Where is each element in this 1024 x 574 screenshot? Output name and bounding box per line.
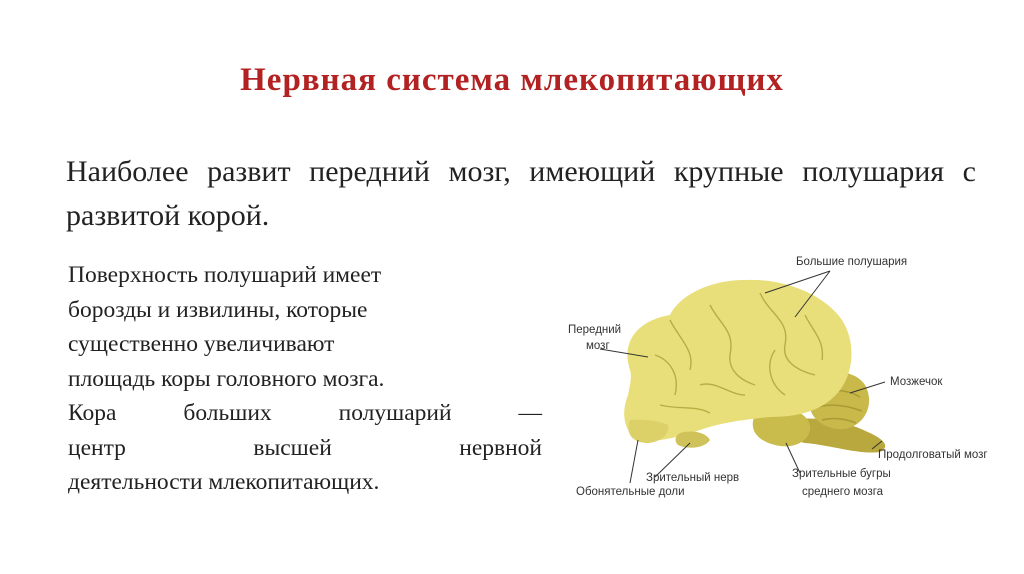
label-forebrain-1: Передний	[568, 324, 622, 336]
label-optic-nerve: Зрительный нерв	[646, 472, 740, 484]
body-line-1: Поверхность полушарий имеет	[68, 262, 382, 288]
lead-paragraph	[66, 150, 976, 238]
label-forebrain-2: мозг	[586, 340, 610, 352]
body-line-2: борозды и извилины, которые	[68, 296, 368, 323]
body-line-4: площадь коры головного мозга.	[68, 365, 385, 392]
lead-text: Наиболее развит передний мозг, имеющий крупные полушария с развитой корой.	[66, 155, 976, 232]
body-line-5: Кора больших полушарий —	[68, 400, 542, 426]
body-line-7: деятельности млекопитающих.	[68, 469, 380, 495]
label-big-hemispheres: Большие полушария	[796, 256, 908, 268]
slide-title: Нервная система млекопитающих	[240, 62, 784, 98]
body-line-6: центр высшей нервной	[68, 434, 542, 461]
label-optic-tubercles-1: Зрительные бугры	[792, 468, 891, 480]
label-olfactory: Обонятельные доли	[576, 486, 685, 498]
body-line-3: существенно увеличивают	[68, 331, 335, 357]
label-cerebellum: Мозжечок	[890, 376, 943, 388]
body-paragraph	[68, 258, 542, 500]
brain-diagram	[560, 245, 1010, 510]
label-optic-tubercles-2: среднего мозга	[802, 486, 884, 498]
optic-nerve-shape	[676, 431, 710, 447]
label-medulla: Продолговатый мозг	[878, 449, 988, 461]
